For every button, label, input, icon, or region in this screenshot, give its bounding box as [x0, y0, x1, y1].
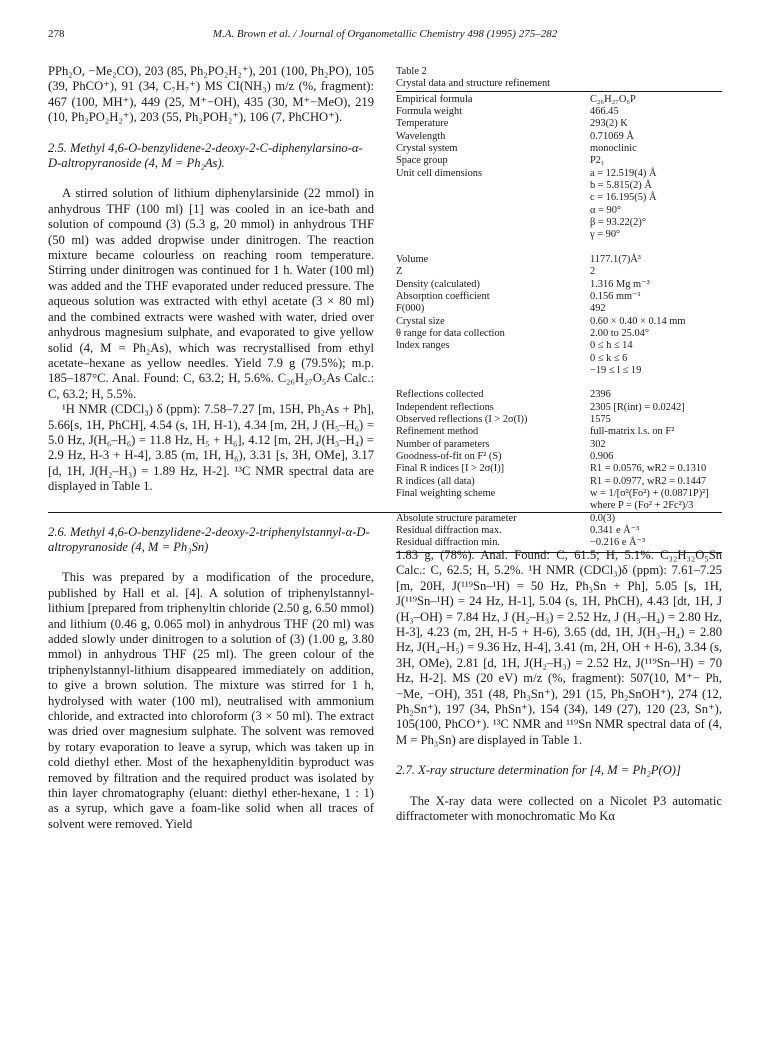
table-cell-value: 293(2) K: [590, 118, 628, 130]
table-cell-value: 466.45: [590, 106, 619, 118]
table-row: [396, 266, 722, 278]
table-cell-parameter: Crystal system: [396, 143, 458, 155]
table-row: [396, 353, 722, 365]
table-row: [396, 451, 722, 463]
table-row: [396, 328, 722, 340]
table-cell-value: where P = (Fo² + 2Fc²)/3: [590, 500, 694, 512]
table-cell-parameter: Density (calculated): [396, 278, 480, 290]
table-row: [396, 488, 722, 500]
table-cell-value: 0.156 mm⁻¹: [590, 290, 641, 302]
table-caption-number: Table 2: [396, 66, 427, 77]
table-cell-parameter: Reflections collected: [396, 389, 484, 401]
table-row: [396, 229, 722, 241]
table-cell-value: 0.71069 Å: [590, 130, 634, 142]
table-cell-parameter: Empirical formula: [396, 91, 590, 106]
table-cell-parameter: Residual diffraction min.: [396, 537, 590, 552]
table-cell-value: 2396: [590, 389, 611, 401]
table-cell-parameter: Final weighting scheme: [396, 488, 496, 499]
right-column: [396, 548, 722, 825]
table-cell-parameter: Space group: [396, 155, 448, 167]
table-cell-value: a = 12.519(4) Å: [590, 167, 657, 179]
table-cell-value: 0.0(3): [590, 512, 616, 524]
table-cell-value: 0 ≤ h ≤ 14: [590, 340, 633, 352]
table-row: [396, 513, 722, 525]
table-cell-value: 1177.1(7)Å³: [590, 253, 641, 265]
table-row: [396, 155, 722, 167]
table-cell-value: 1575: [590, 413, 611, 425]
table-row: [396, 242, 722, 266]
table-cell-value: α = 90°: [590, 204, 622, 216]
table-cell-parameter: Index ranges: [396, 340, 450, 352]
table-cell-value: P2₁: [590, 155, 605, 167]
table-cell-parameter: [396, 180, 590, 192]
table-row: [396, 291, 722, 303]
table-cell-value: b = 5.815(2) Å: [590, 180, 652, 192]
table-cell-value: 0.906: [590, 450, 614, 462]
table-cell-value: full-matrix l.s. on F²: [590, 426, 675, 438]
section-divider: [48, 512, 722, 513]
table-cell-parameter: θ range for data collection: [396, 327, 505, 339]
table-cell-parameter: Observed reflections (I > 2σ(I)): [396, 413, 528, 425]
table-cell-parameter: Wavelength: [396, 130, 446, 142]
table-row: [396, 91, 722, 106]
table-row: [396, 402, 722, 414]
spacer: [48, 495, 374, 510]
table-cell-parameter: F(000): [396, 303, 425, 315]
table-cell-value: w = 1/[σ²(Fo²) + (0.0871P)²]: [590, 488, 709, 499]
table-row: [396, 525, 722, 537]
table-cell-value: c = 16.195(5) Å: [590, 192, 657, 204]
table-cell-parameter: Temperature: [396, 118, 449, 130]
table-cell-parameter: Residual diffraction max.: [396, 525, 502, 537]
spacer: [396, 779, 722, 794]
table-cell-value: −0.216 e Å⁻³: [590, 537, 722, 552]
table-row: [396, 303, 722, 315]
table-cell-parameter: R indices (all data): [396, 475, 475, 487]
table-row: [396, 168, 722, 180]
table-cell-parameter: Unit cell dimensions: [396, 167, 483, 179]
table-cell-parameter: Absorption coefficient: [396, 290, 490, 302]
table-cell-value: 2305 [R(int) = 0.0242]: [590, 401, 685, 413]
table-cell-parameter: Formula weight: [396, 106, 463, 118]
table-cell-value: 0.341 e Å⁻³: [590, 525, 640, 537]
table-cell-value: 0 ≤ k ≤ 6: [590, 352, 628, 364]
section-heading: 2.6. Methyl 4,6-O-benzylidene-2-deoxy-2-triphenylstannyl-α-D-altropyranoside (4, M = Ph₃Sn): [48, 524, 370, 554]
left-column: [48, 64, 374, 832]
table-cell-parameter: Absolute structure parameter: [396, 512, 517, 524]
table-row: [396, 143, 722, 155]
table-caption-title: Crystal data and structure refinement: [396, 78, 551, 90]
table-cell-value: 2.00 to 25.04°: [590, 327, 649, 339]
paragraph: 1.83 g, (78%). Anal. Found: C, 61.5; H, 5.1%. C₃₂H₃₂O₅Sn Calc.: C, 62.5; H, 5.2%. ¹H NMR (CDCl₃)δ (ppm): 7.61–7.25 [m, 20H, J(¹¹⁹Sn–¹H) = 50 Hz, Ph₃Sn + Ph], 5.05 [s, 1H, J(¹¹⁹Sn–¹H) = 24 Hz, H-1], 5.04 (s, 1H, PhCH), 4.43 [dt, 1H, J (H₃–OH) = 7.84 Hz, J (H₂–H₃) = 2.52 Hz, J (H₃–H₄) = 2.80 Hz, H-3], 4.23 (m, 2H, H-5 + H-6), 3.65 (dd, 1H, J(H₃–H₄) = 2.80 Hz, J(H₄–H₅) = 9.36 Hz, H-4], 3.41 (m, 2H, OH + H-6), 3.34 (s, 3H, OMe), 2.81 [d, 1H, J(H₂–H₃) = 2.52 Hz, J(¹¹⁹Sn–¹H) = 70 Hz, H-2]. MS (20 eV) m/z (%, fragment): 507(10, M⁺− Ph, −Me, −OH), 351 (48, Ph₃Sn⁺), 291 (15, Ph₂SnOH⁺), 274 (12, Ph₂Sn⁺), 197 (34, PhSn⁺), 154 (34), 149 (27), 120 (23, Sn⁺), 105(100, PhCO⁺). ¹³C NMR and ¹¹⁹Sn NMR spectral data of (4, M = Ph₃Sn) are displayed in Table 1.: [396, 548, 722, 747]
table-cell-parameter: [396, 205, 590, 217]
table-cell-parameter: [396, 229, 590, 241]
table-cell-value: 2: [590, 266, 596, 278]
table-body: [396, 91, 722, 552]
paragraph: A stirred solution of lithium diphenylarsinide (22 mmol) in anhydrous THF (100 ml) [1] was cooled in an ice-bath and solution of compound (3) (5.3 g, 20 mmol) in anhydrous THF (50 ml) was added dropwise under dinitrogen. The reaction mixture became colourless on reaching room temperature. Stirring under dinitrogen was continued for 1 h. Water (100 ml) was added and the THF evaporated under reduced pressure. The aqueous solution was extracted with ethyl acetate (3 × 80 ml) and the combined extracts were washed with water, dried over anhydrous magnesium sulphate, and evaporated to give yellow solid (4, M = Ph₂As), which was recrystallised from ethyl acetate–hexane as yellow needles. Yield 7.9 g (79.5%); m.p. 185–187°C. Anal. Found: C, 63.2; H, 5.6%. C₂₆H₂₇O₅As Calc.: C, 63.2; H, 5.5%.: [48, 186, 374, 401]
spacer: [48, 555, 374, 570]
paragraph: The X-ray data were collected on a Nicolet P3 automatic diffractometer with monochromatic Mo Kα: [396, 793, 722, 824]
table-cell-parameter: [396, 217, 590, 229]
table-cell-value: R1 = 0.0576, wR2 = 0.1310: [590, 463, 707, 475]
table-cell-parameter: [396, 353, 590, 365]
table-cell-value: monoclinic: [590, 143, 637, 155]
table-cell-value: 302: [590, 438, 606, 450]
table-cell-parameter: Volume: [396, 253, 429, 265]
table-cell-parameter: Refinement method: [396, 426, 479, 438]
page-number: 278: [48, 28, 65, 40]
table-cell-value: β = 93.22(2)°: [590, 217, 646, 229]
table-row: [396, 217, 722, 229]
spacer: [48, 171, 374, 186]
table-row: [396, 365, 722, 377]
table-row: [396, 131, 722, 143]
journal-running-title: M.A. Brown et al. / Journal of Organometallic Chemistry 498 (1995) 275–282: [212, 28, 558, 40]
table-cell-value: −19 ≤ l ≤ 19: [590, 364, 642, 376]
paragraph: This was prepared by a modification of the procedure, published by Hall et al. [4]. A solution of triphenylstannyl-lithium [prepared from triphenyltin chloride (2.50 g, 6.50 mmol) and lithium (0.46 g, 0.065 mol) in anhydrous THF (20 ml) was added slowly under dinitrogen to a solution of (3) (1.00 g, 3.80 mmol) in anhydrous THF (25 ml). The green colour of the triphenylstannyl-lithium disappeared immediately on addition, to give a brown solution. The mixture was stirred for 1 h, hydrolysed with water (100 ml), neutralised with ammonium chloride, and extracted into chloroform (3 × 50 ml). The extract was dried over magnesium sulphate. The solvent was removed by rotary evaporation to leave a syrup, which was taken up in cold diethyl ether. Most of the hexaphenylditin byproduct was removed by filtration and the required product was isolated by thin layer chromatography (eluant: diethyl ether-hexane, 1 : 1) as a syrup, which gave a foam-like solid when all traces of solvent were removed. Yield: [48, 570, 374, 831]
table-cell-parameter: [396, 192, 590, 204]
table-cell-parameter: [396, 365, 590, 377]
table-cell-parameter: [396, 500, 590, 512]
table-cell-value: γ = 90°: [590, 229, 621, 241]
table-row: [396, 279, 722, 291]
table-row: [396, 192, 722, 204]
table-row: [396, 500, 722, 512]
table-cell-value: C₂₆H₂₇O₆P: [590, 91, 722, 106]
table-row: [396, 463, 722, 475]
paragraph: ¹H NMR (CDCl₃) δ (ppm): 7.58–7.27 [m, 15H, Ph₂As + Ph], 5.66[s, 1H, PhCH], 4.54 (s, 1H, H-1), 4.34 [m, 2H, J (H₅–H₆) = 5.0 Hz, J(H₆–H₆) = 11.8 Hz, H₅ + H₆], 4.12 [m, 2H, J(H₃–H₄) = 2.9 Hz, H-3 + H-4], 3.85 (m, 1H, H₆), 3.31 [s, 3H, OMe], 3.17 [d, 1H, J(H₂–H₃) = 1.89 Hz, H-2]. ¹³C NMR spectral data are displayed in Table 1.: [48, 402, 374, 494]
table-cell-value: 1.316 Mg m⁻³: [590, 278, 650, 290]
paragraph: PPh₂O, −Me₂CO), 203 (85, Ph₂PO₂H₂⁺), 201 (100, Ph₂PO), 105 (39, PhCO⁺), 91 (34, C₇H₇⁺) MS CI(NH₃) m/z (%, fragment): 467 (100, MH⁺), 449 (25, M⁺−OH), 435 (30, M⁺−MeO), 219 (10, Ph₂PO₂H₂⁺), 203 (55, Ph₂POH₂⁺), 106 (7, PhCHO⁺).: [48, 64, 374, 125]
section-heading: 2.5. Methyl 4,6-O-benzylidene-2-deoxy-2-C-diphenylarsino-α-D-altropyranoside (4, M = Ph₂As).: [48, 140, 363, 171]
table-row: [396, 205, 722, 217]
table-cell-parameter: Z: [396, 266, 403, 278]
spacer: [396, 748, 722, 763]
table-cell-value: 492: [590, 303, 606, 315]
table-row: [396, 476, 722, 488]
table-row: [396, 377, 722, 401]
table-cell-parameter: Crystal size: [396, 315, 445, 327]
table-row: [396, 414, 722, 426]
table-row: [396, 118, 722, 130]
table-row: [396, 439, 722, 451]
table-cell-parameter: Goodness-of-fit on F² (S): [396, 450, 502, 462]
table-row: [396, 180, 722, 192]
table-row: [396, 340, 722, 352]
table-row: [396, 316, 722, 328]
table-cell-value: 0.60 × 0.40 × 0.14 mm: [590, 315, 686, 327]
spacer: [48, 126, 374, 141]
table-cell-parameter: Independent reflections: [396, 401, 494, 413]
table-cell-parameter: Number of parameters: [396, 438, 490, 450]
table-row: [396, 426, 722, 438]
table-cell-value: R1 = 0.0977, wR2 = 0.1447: [590, 475, 707, 487]
section-heading: 2.7. X-ray structure determination for [4, M = Ph₂P(O)]: [396, 763, 681, 778]
table-cell-parameter: Final R indices [I > 2σ(I)]: [396, 463, 505, 475]
table-row: [396, 106, 722, 118]
page-header: [48, 28, 722, 44]
crystal-data-table: [396, 66, 722, 553]
